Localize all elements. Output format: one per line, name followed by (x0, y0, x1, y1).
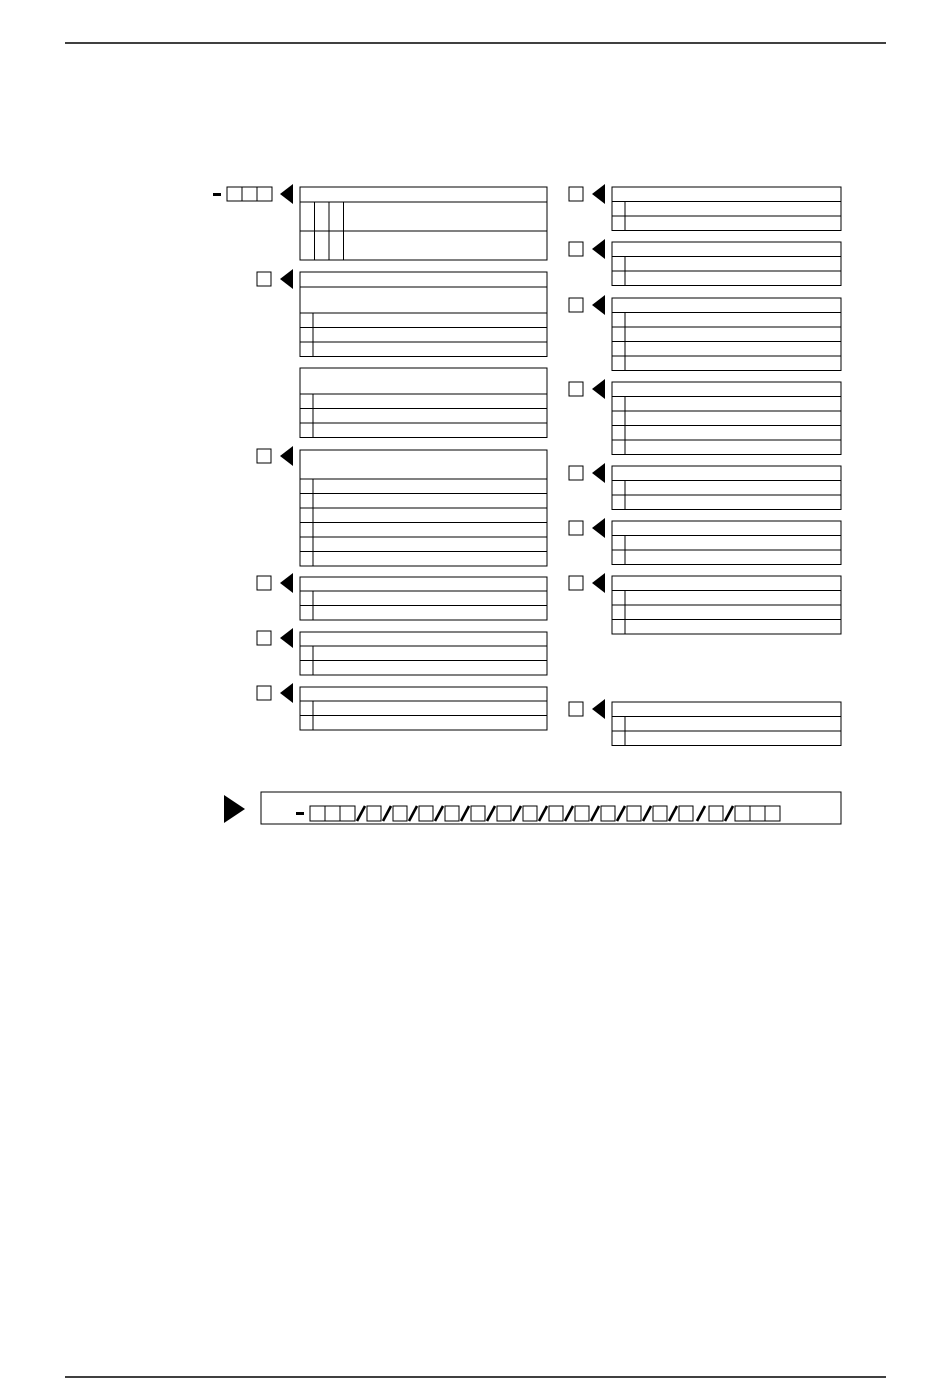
minus-sign (296, 812, 304, 815)
table-frame (300, 368, 547, 438)
pointer-arrow-icon (280, 683, 293, 703)
pointer-arrow-icon (592, 573, 605, 593)
code-box[interactable] (653, 806, 667, 821)
checkbox[interactable] (569, 187, 583, 201)
pointer-arrow-icon (280, 573, 293, 593)
pointer-arrow-icon (592, 184, 605, 204)
pointer-arrow-icon (592, 239, 605, 259)
digit-box[interactable] (325, 806, 340, 821)
table-frame (612, 187, 841, 231)
table-frame (612, 242, 841, 286)
code-box[interactable] (575, 806, 589, 821)
digit-box[interactable] (257, 187, 272, 201)
pointer-arrow-icon (280, 446, 293, 466)
header-block-group (213, 184, 547, 260)
sub-table (300, 272, 547, 357)
separator-slash (697, 806, 705, 821)
separator-slash (591, 806, 599, 821)
group-12 (569, 573, 841, 634)
pointer-arrow-icon (592, 463, 605, 483)
table-frame (300, 187, 547, 260)
sub-table (300, 368, 547, 438)
pointer-arrow-icon (592, 379, 605, 399)
code-box[interactable] (679, 806, 693, 821)
checkbox[interactable] (569, 702, 583, 716)
checkbox[interactable] (569, 298, 583, 312)
checkbox[interactable] (257, 576, 271, 590)
code-box[interactable] (471, 806, 485, 821)
checkbox[interactable] (569, 521, 583, 535)
code-box[interactable] (419, 806, 433, 821)
checkbox[interactable] (257, 686, 271, 700)
group-11 (569, 518, 841, 565)
group-3 (257, 573, 547, 620)
pointer-arrow-icon (592, 295, 605, 315)
checkbox[interactable] (569, 466, 583, 480)
separator-slash (487, 806, 495, 821)
separator-slash (725, 806, 733, 821)
group-1 (257, 269, 547, 438)
pointer-arrow-icon (592, 518, 605, 538)
checkbox[interactable] (569, 382, 583, 396)
code-box[interactable] (367, 806, 381, 821)
separator-slash (669, 806, 677, 821)
separator-slash (513, 806, 521, 821)
table-frame (612, 702, 841, 746)
table-frame (300, 687, 547, 730)
digit-box[interactable] (340, 806, 355, 821)
checkbox[interactable] (257, 272, 271, 286)
separator-slash (539, 806, 547, 821)
checkbox[interactable] (569, 242, 583, 256)
digit-box[interactable] (735, 806, 750, 821)
separator-slash (435, 806, 443, 821)
digit-box[interactable] (242, 187, 257, 201)
code-box[interactable] (549, 806, 563, 821)
checkbox[interactable] (569, 576, 583, 590)
digit-box[interactable] (750, 806, 765, 821)
table-frame (612, 521, 841, 565)
checkbox[interactable] (257, 631, 271, 645)
digit-box[interactable] (227, 187, 242, 201)
group-5 (257, 683, 547, 730)
table-frame (300, 272, 547, 357)
checkbox[interactable] (257, 449, 271, 463)
pointer-arrow-icon (592, 699, 605, 719)
digit-box[interactable] (765, 806, 780, 821)
separator-slash (565, 806, 573, 821)
group-2 (257, 446, 547, 566)
separator-slash (643, 806, 651, 821)
minus-sign (213, 193, 221, 196)
group-4 (257, 628, 547, 675)
code-box[interactable] (523, 806, 537, 821)
group-6 (569, 184, 841, 231)
separator-slash (357, 806, 365, 821)
separator-slash (461, 806, 469, 821)
separator-slash (409, 806, 417, 821)
table-frame (300, 632, 547, 675)
pointer-arrow-icon (280, 269, 293, 289)
group-8 (569, 295, 841, 371)
group-7 (569, 239, 841, 286)
separator-slash (617, 806, 625, 821)
code-box[interactable] (601, 806, 615, 821)
group-13 (569, 699, 841, 746)
separator-slash (383, 806, 391, 821)
table-frame (612, 298, 841, 371)
result-code-frame (261, 792, 841, 824)
table-frame (300, 577, 547, 620)
table-frame (612, 466, 841, 510)
table-frame (612, 382, 841, 455)
code-box[interactable] (709, 806, 723, 821)
group-9 (569, 379, 841, 455)
code-box[interactable] (393, 806, 407, 821)
result-pointer-arrow-icon (224, 795, 245, 823)
digit-box[interactable] (310, 806, 325, 821)
result-code-row (224, 792, 841, 824)
code-box[interactable] (445, 806, 459, 821)
pointer-arrow-icon (280, 628, 293, 648)
code-box[interactable] (497, 806, 511, 821)
code-box[interactable] (627, 806, 641, 821)
pointer-arrow-icon (280, 184, 293, 204)
group-10 (569, 463, 841, 510)
